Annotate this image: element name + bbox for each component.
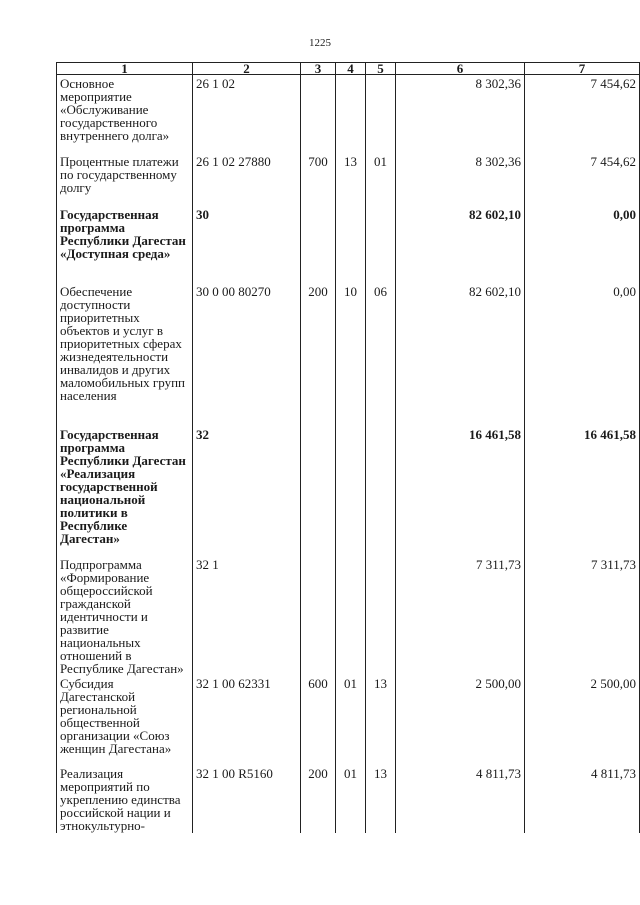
subsection bbox=[366, 206, 396, 283]
target-code: 32 1 bbox=[193, 556, 301, 675]
table-row bbox=[57, 75, 640, 153]
row-name: Подпрограмма «Формирование общероссийской гражданской идентичности и развитие национальных отношений в Республике Дагестан» bbox=[57, 556, 193, 675]
section bbox=[336, 206, 366, 283]
section bbox=[336, 75, 366, 153]
expense-type bbox=[301, 206, 336, 283]
row-name: Субсидия Дагестанской региональной общественной организации «Союз женщин Дагестана» bbox=[57, 675, 193, 765]
target-code: 30 bbox=[193, 206, 301, 283]
row-name: Государственная программа Республики Дагестан «Реализация государственной национальной политики в Республике Дагестан» bbox=[57, 426, 193, 556]
amount-col6: 8 302,36 bbox=[396, 153, 525, 206]
amount-col6: 16 461,58 bbox=[396, 426, 525, 556]
column-number-header: 1 bbox=[57, 63, 193, 75]
subsection: 01 bbox=[366, 153, 396, 206]
section: 10 bbox=[336, 283, 366, 426]
row-name: Основное мероприятие «Обслуживание государственного внутреннего долга» bbox=[57, 75, 193, 153]
section: 01 bbox=[336, 675, 366, 765]
expense-type bbox=[301, 426, 336, 556]
subsection: 13 bbox=[366, 675, 396, 765]
amount-col6: 8 302,36 bbox=[396, 75, 525, 153]
table-row bbox=[57, 153, 640, 206]
subsection bbox=[366, 426, 396, 556]
amount-col6: 7 311,73 bbox=[396, 556, 525, 675]
amount-col7: 4 811,73 bbox=[525, 765, 640, 833]
amount-col7: 2 500,00 bbox=[525, 675, 640, 765]
target-code: 26 1 02 27880 bbox=[193, 153, 301, 206]
column-number-header: 3 bbox=[301, 63, 336, 75]
row-name: Государственная программа Республики Дагестан «Доступная среда» bbox=[57, 206, 193, 283]
target-code: 32 bbox=[193, 426, 301, 556]
section bbox=[336, 556, 366, 675]
subsection: 06 bbox=[366, 283, 396, 426]
expense-type: 600 bbox=[301, 675, 336, 765]
subsection bbox=[366, 556, 396, 675]
table-row bbox=[57, 283, 640, 426]
row-name: Обеспечение доступности приоритетных объектов и услуг в приоритетных сферах жизнедеятельности инвалидов и других маломобильных групп населения bbox=[57, 283, 193, 426]
table-row bbox=[57, 556, 640, 675]
subsection: 13 bbox=[366, 765, 396, 833]
expense-type: 200 bbox=[301, 765, 336, 833]
section: 01 bbox=[336, 765, 366, 833]
expense-type bbox=[301, 556, 336, 675]
row-name: Реализация мероприятий по укреплению единства российской нации и этнокультурно- bbox=[57, 765, 193, 833]
amount-col7: 16 461,58 bbox=[525, 426, 640, 556]
section bbox=[336, 426, 366, 556]
expense-type: 200 bbox=[301, 283, 336, 426]
page-number: 1225 bbox=[309, 37, 331, 49]
table-row bbox=[57, 426, 640, 556]
section: 13 bbox=[336, 153, 366, 206]
column-number-header-row bbox=[57, 63, 640, 75]
amount-col7: 0,00 bbox=[525, 283, 640, 426]
target-code: 32 1 00 62331 bbox=[193, 675, 301, 765]
amount-col6: 2 500,00 bbox=[396, 675, 525, 765]
amount-col7: 7 454,62 bbox=[525, 75, 640, 153]
budget-table bbox=[56, 62, 640, 833]
table-row bbox=[57, 675, 640, 765]
column-number-header: 7 bbox=[525, 63, 640, 75]
column-number-header: 5 bbox=[366, 63, 396, 75]
amount-col7: 7 311,73 bbox=[525, 556, 640, 675]
expense-type bbox=[301, 75, 336, 153]
column-number-header: 4 bbox=[336, 63, 366, 75]
table-row bbox=[57, 765, 640, 833]
column-number-header: 6 bbox=[396, 63, 525, 75]
column-number-header: 2 bbox=[193, 63, 301, 75]
subsection bbox=[366, 75, 396, 153]
amount-col7: 7 454,62 bbox=[525, 153, 640, 206]
expense-type: 700 bbox=[301, 153, 336, 206]
amount-col7: 0,00 bbox=[525, 206, 640, 283]
target-code: 30 0 00 80270 bbox=[193, 283, 301, 426]
target-code: 26 1 02 bbox=[193, 75, 301, 153]
amount-col6: 82 602,10 bbox=[396, 206, 525, 283]
target-code: 32 1 00 R5160 bbox=[193, 765, 301, 833]
amount-col6: 82 602,10 bbox=[396, 283, 525, 426]
amount-col6: 4 811,73 bbox=[396, 765, 525, 833]
row-name: Процентные платежи по государственному долгу bbox=[57, 153, 193, 206]
table-row bbox=[57, 206, 640, 283]
